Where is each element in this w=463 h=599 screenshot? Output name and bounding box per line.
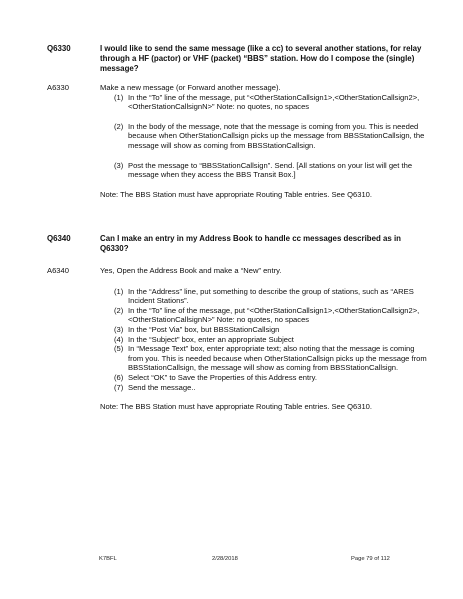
answer-note: Note: The BBS Station must have appropriate Routing Table entries. See Q6310.: [100, 402, 372, 412]
question-text: Can I make an entry in my Address Book to handle cc messages described as in Q6330?: [100, 234, 401, 253]
list-item: (3) In the “Post Via” box, but BBSStationCallsign: [114, 324, 280, 334]
question-text: I would like to send the same message (like a cc) to several another stations, for relay through a HF (pactor) or VHF (packet) “BBS” station. How do I compose the (single) message?: [100, 44, 422, 73]
answer-a6340: [47, 266, 427, 412]
answer-a6330: [47, 83, 427, 199]
list-item: (7) Send the message..: [114, 382, 196, 392]
question-q6330: [47, 44, 427, 74]
list-item: (2) In the body of the message, note that the message is coming from you. This is needed because when OtherStationCallsign picks up the message from BBSStationCallsign, the message will show as coming from BBSStationCallsign.: [114, 121, 425, 150]
list-item: (4) In the “Subject” box, enter an appropriate Subject: [114, 334, 294, 344]
list-item: (2) In the “To” line of the message, put “<OtherStationCallsign1>,<OtherStationCallsign2>,<OtherStationCallsignN>” Note: no quotes, no spaces: [114, 305, 420, 325]
footer-page-number: Page 79 of 112: [351, 556, 390, 562]
answer-label: A6340: [47, 266, 69, 275]
answer-label: A6330: [47, 83, 69, 92]
list-item: (6) Select “OK” to Save the Properties of this Address entry.: [114, 372, 317, 382]
answer-intro: Yes, Open the Address Book and make a “New” entry.: [100, 266, 282, 275]
answer-note: Note: The BBS Station must have appropriate Routing Table entries. See Q6310.: [100, 189, 372, 199]
list-item: (3) Post the message to “BBSStationCallsign”. Send. [All stations on your list will get the message when they access the BBS Transit Box.]: [114, 160, 413, 180]
answer-intro: Make a new message (or Forward another message).: [100, 83, 281, 92]
footer-author: K7BFL: [99, 556, 117, 562]
question-q6340: [47, 234, 427, 254]
footer-date: 2/28/2018: [212, 556, 238, 562]
list-item: (5) In “Message Text” box, enter appropriate text; also noting that the message is coming from you. This is needed because when OtherStationCallsign picks up the message from BBSStationCallsign, the message will show as coming from BBSStationCallsign.: [114, 344, 427, 373]
list-item: (1) In the “Address” line, put something to describe the group of stations, such as “ARES Incident Stations”.: [114, 286, 414, 306]
question-label: Q6330: [47, 44, 71, 53]
list-item: (1) In the “To” line of the message, put “<OtherStationCallsign1>,<OtherStationCallsign2>,<OtherStationCallsignN>” Note: no quotes, no spaces: [114, 92, 420, 112]
question-label: Q6340: [47, 234, 71, 243]
